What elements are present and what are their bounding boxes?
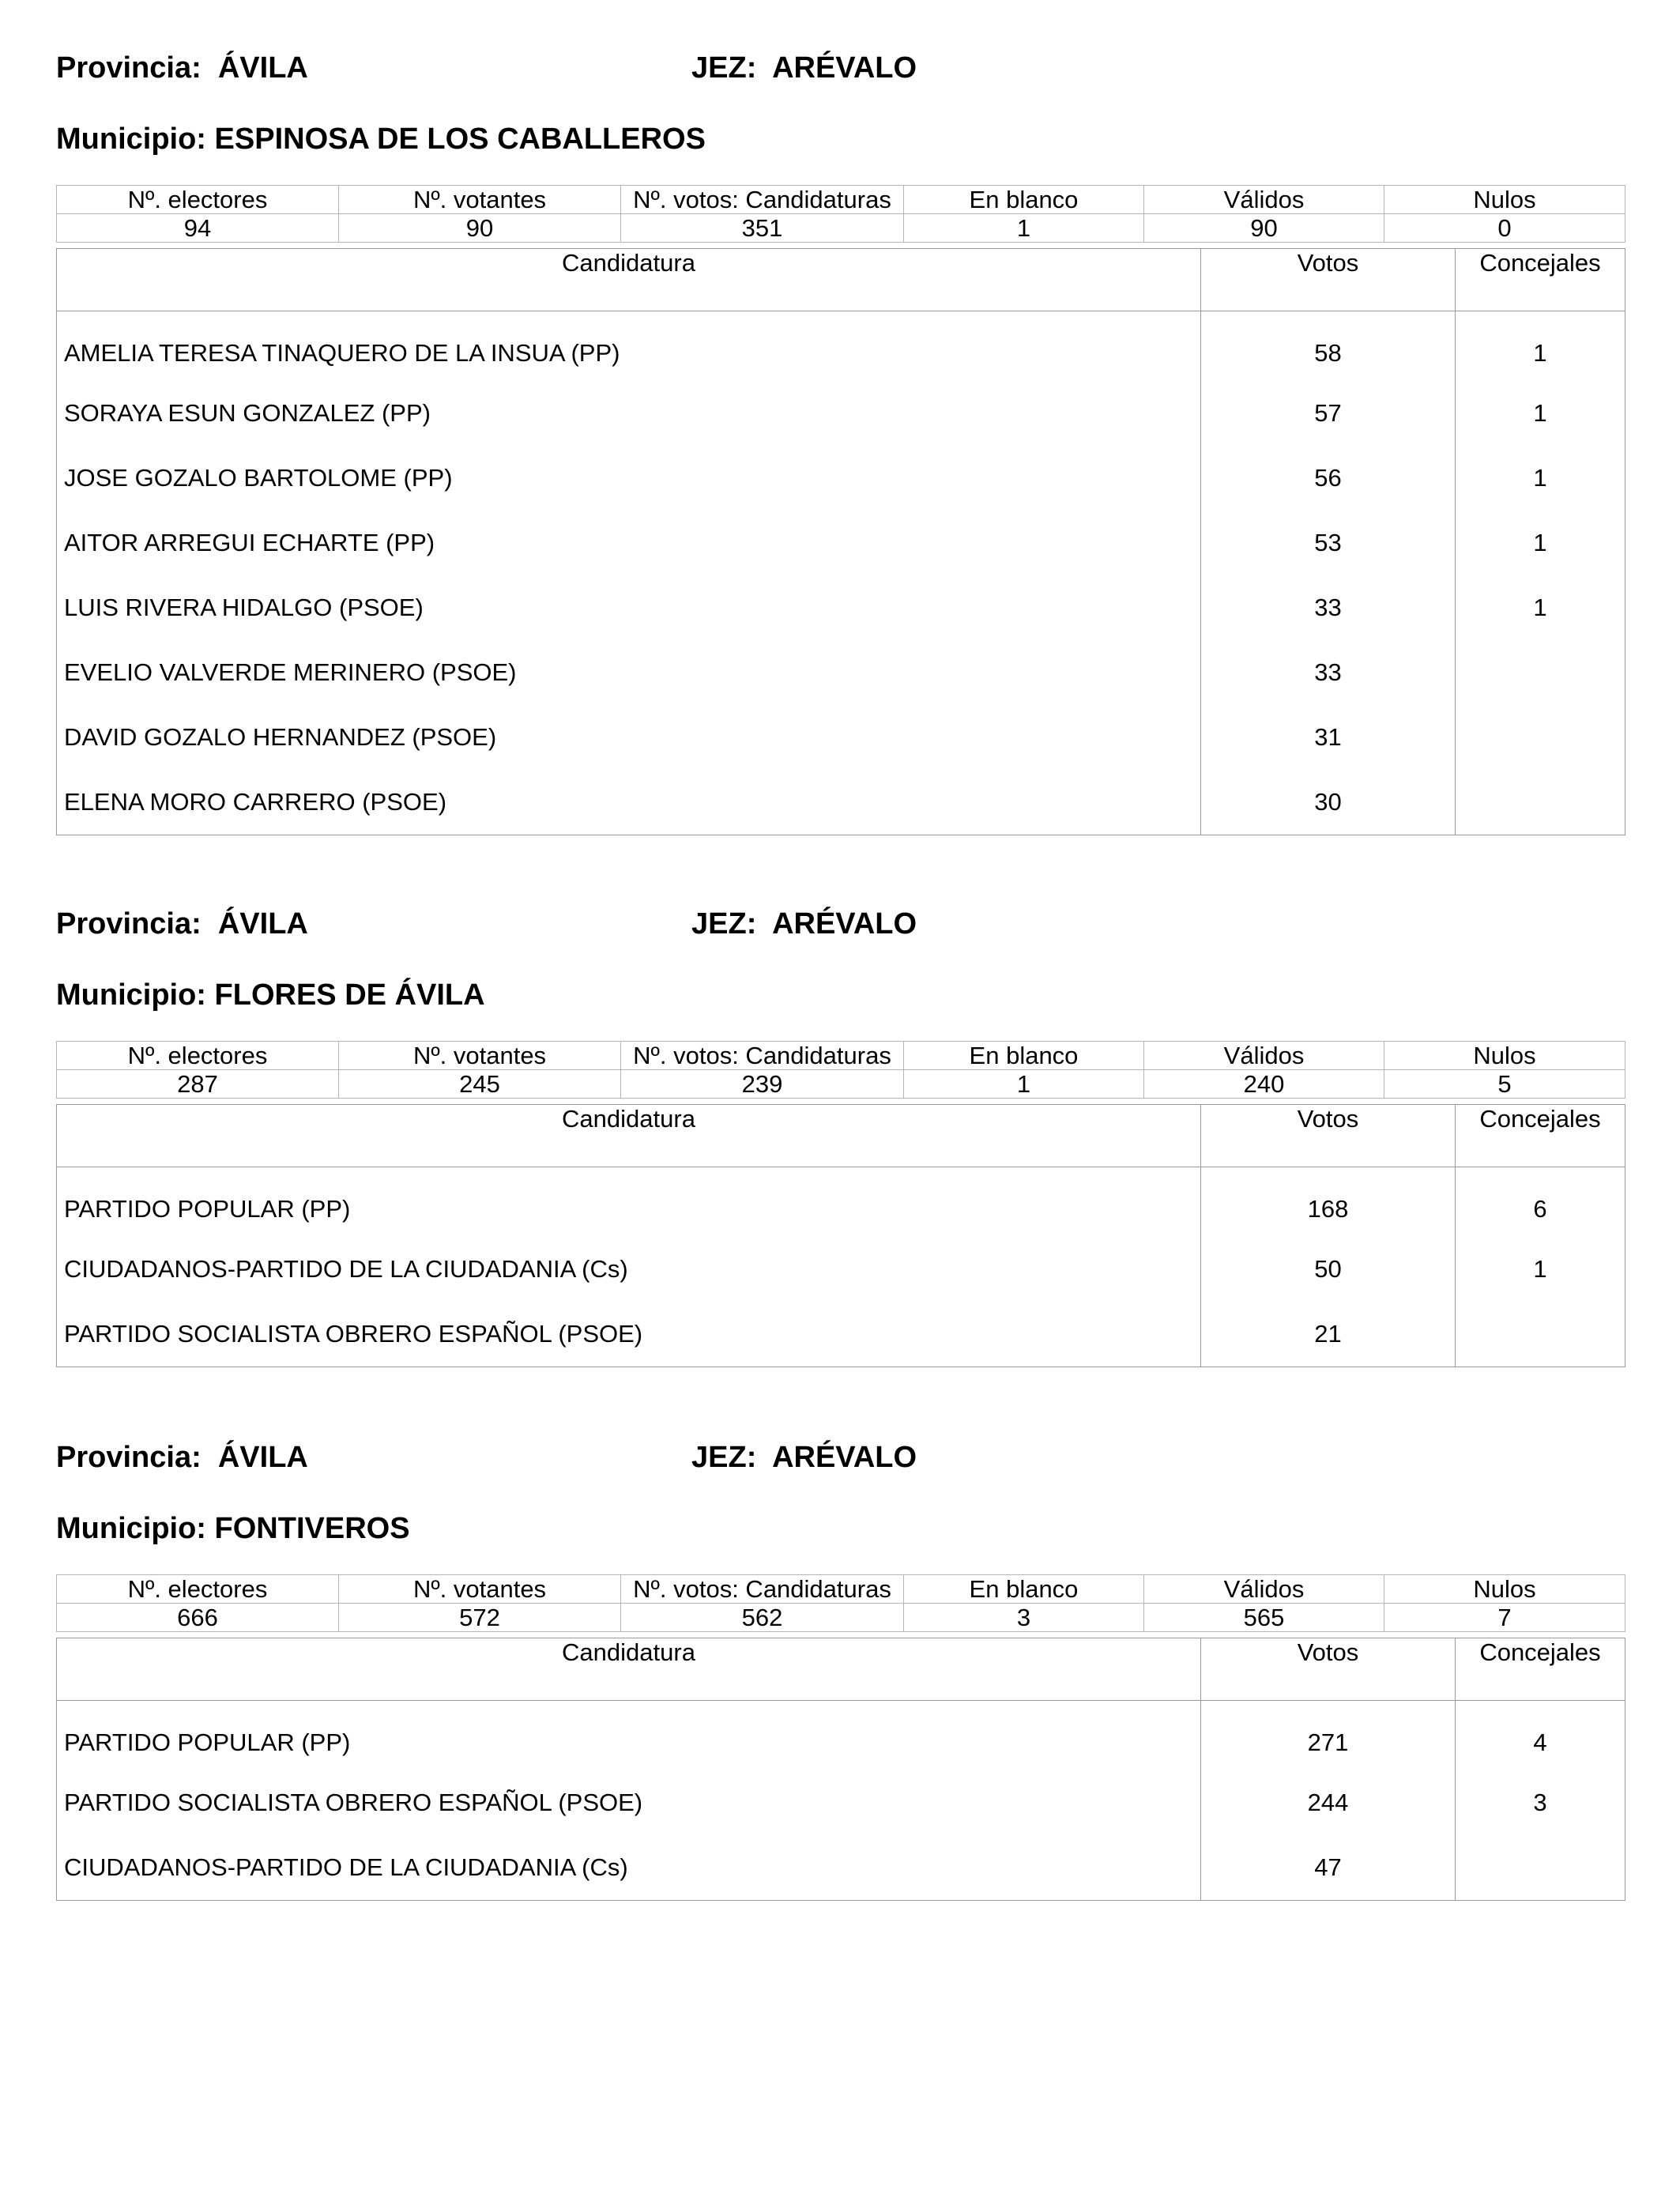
table-row bbox=[57, 575, 1625, 640]
jez-heading: JEZ: ARÉVALO bbox=[691, 1441, 917, 1474]
table-row bbox=[57, 770, 1625, 835]
stat-validos: 565 bbox=[1144, 1604, 1384, 1632]
stat-votantes: 90 bbox=[339, 214, 621, 243]
candidate-votos: 21 bbox=[1201, 1302, 1456, 1367]
municipio-value: FLORES DE ÁVILA bbox=[214, 978, 485, 1012]
candidate-name: AMELIA TERESA TINAQUERO DE LA INSUA (PP) bbox=[57, 311, 1201, 381]
header-votos: Votos bbox=[1201, 1105, 1456, 1167]
candidate-concejales: 1 bbox=[1456, 1237, 1625, 1302]
candidate-name: PARTIDO SOCIALISTA OBRERO ESPAÑOL (PSOE) bbox=[57, 1770, 1201, 1835]
candidate-name: PARTIDO SOCIALISTA OBRERO ESPAÑOL (PSOE) bbox=[57, 1302, 1201, 1367]
stat-header-votantes: Nº. votantes bbox=[339, 1042, 621, 1070]
stat-header-validos: Válidos bbox=[1144, 186, 1384, 214]
provincia-value: ÁVILA bbox=[217, 1441, 308, 1474]
header-votos: Votos bbox=[1201, 249, 1456, 311]
table-row bbox=[57, 1167, 1625, 1237]
stat-nulos: 0 bbox=[1384, 214, 1625, 243]
candidate-concejales: 1 bbox=[1456, 381, 1625, 446]
jez-value: ARÉVALO bbox=[772, 51, 917, 85]
table-row bbox=[57, 311, 1625, 381]
stat-header-nulos: Nulos bbox=[1384, 186, 1625, 214]
candidate-concejales: 1 bbox=[1456, 311, 1625, 381]
candidate-concejales: 6 bbox=[1456, 1167, 1625, 1237]
candidate-name: PARTIDO POPULAR (PP) bbox=[57, 1701, 1201, 1770]
stat-electores: 666 bbox=[57, 1604, 339, 1632]
candidate-concejales bbox=[1456, 1835, 1625, 1901]
table-row bbox=[57, 705, 1625, 770]
stat-header-votantes: Nº. votantes bbox=[339, 186, 621, 214]
jez-value: ARÉVALO bbox=[772, 907, 917, 941]
stat-header-nulos: Nulos bbox=[1384, 1575, 1625, 1604]
table-row bbox=[57, 640, 1625, 705]
stats-table bbox=[56, 1041, 1625, 1099]
candidate-name: PARTIDO POPULAR (PP) bbox=[57, 1167, 1201, 1237]
header-candidatura: Candidatura bbox=[57, 1105, 1201, 1167]
stat-header-votos-candidaturas: Nº. votos: Candidaturas bbox=[621, 1042, 904, 1070]
candidate-votos: 33 bbox=[1201, 640, 1456, 705]
stats-table bbox=[56, 1574, 1625, 1632]
stat-header-validos: Válidos bbox=[1144, 1042, 1384, 1070]
candidate-votos: 53 bbox=[1201, 511, 1456, 575]
candidate-concejales: 1 bbox=[1456, 575, 1625, 640]
provincia-heading: Provincia: ÁVILA bbox=[56, 51, 308, 85]
header-votos: Votos bbox=[1201, 1638, 1456, 1701]
stat-votos-candidaturas: 562 bbox=[621, 1604, 904, 1632]
candidate-votos: 56 bbox=[1201, 446, 1456, 511]
table-row bbox=[57, 381, 1625, 446]
provincia-heading: Provincia: ÁVILA bbox=[56, 1441, 308, 1474]
table-row bbox=[57, 1835, 1625, 1901]
stat-header-nulos: Nulos bbox=[1384, 1042, 1625, 1070]
candidate-name: ELENA MORO CARRERO (PSOE) bbox=[57, 770, 1201, 835]
candidate-votos: 47 bbox=[1201, 1835, 1456, 1901]
stat-en-blanco: 1 bbox=[904, 1070, 1144, 1099]
candidate-concejales bbox=[1456, 640, 1625, 705]
candidate-votos: 168 bbox=[1201, 1167, 1456, 1237]
provincia-heading: Provincia: ÁVILA bbox=[56, 907, 308, 941]
table-row bbox=[57, 1302, 1625, 1367]
candidate-votos: 244 bbox=[1201, 1770, 1456, 1835]
candidate-concejales bbox=[1456, 770, 1625, 835]
stat-header-votos-candidaturas: Nº. votos: Candidaturas bbox=[621, 1575, 904, 1604]
candidate-votos: 58 bbox=[1201, 311, 1456, 381]
candidate-votos: 50 bbox=[1201, 1237, 1456, 1302]
candidate-votos: 33 bbox=[1201, 575, 1456, 640]
table-row bbox=[57, 1237, 1625, 1302]
stat-en-blanco: 3 bbox=[904, 1604, 1144, 1632]
table-row bbox=[57, 1770, 1625, 1835]
municipio-heading: Municipio: FONTIVEROS bbox=[56, 1512, 410, 1545]
stat-electores: 287 bbox=[57, 1070, 339, 1099]
jez-heading: JEZ: ARÉVALO bbox=[691, 907, 917, 941]
candidate-votos: 30 bbox=[1201, 770, 1456, 835]
stat-header-votantes: Nº. votantes bbox=[339, 1575, 621, 1604]
stat-header-electores: Nº. electores bbox=[57, 186, 339, 214]
candidate-votos: 57 bbox=[1201, 381, 1456, 446]
municipio-value: ESPINOSA DE LOS CABALLEROS bbox=[214, 123, 706, 156]
candidate-concejales bbox=[1456, 1302, 1625, 1367]
candidate-name: DAVID GOZALO HERNANDEZ (PSOE) bbox=[57, 705, 1201, 770]
candidate-name: SORAYA ESUN GONZALEZ (PP) bbox=[57, 381, 1201, 446]
stat-en-blanco: 1 bbox=[904, 214, 1144, 243]
candidate-name: AITOR ARREGUI ECHARTE (PP) bbox=[57, 511, 1201, 575]
stat-validos: 90 bbox=[1144, 214, 1384, 243]
jez-heading: JEZ: ARÉVALO bbox=[691, 51, 917, 85]
stat-electores: 94 bbox=[57, 214, 339, 243]
stat-votos-candidaturas: 239 bbox=[621, 1070, 904, 1099]
stat-votantes: 572 bbox=[339, 1604, 621, 1632]
candidate-name: CIUDADANOS-PARTIDO DE LA CIUDADANIA (Cs) bbox=[57, 1237, 1201, 1302]
candidate-concejales bbox=[1456, 705, 1625, 770]
candidate-votos: 271 bbox=[1201, 1701, 1456, 1770]
stat-votos-candidaturas: 351 bbox=[621, 214, 904, 243]
candidate-concejales: 1 bbox=[1456, 446, 1625, 511]
header-concejales: Concejales bbox=[1456, 1638, 1625, 1701]
candidate-name: JOSE GOZALO BARTOLOME (PP) bbox=[57, 446, 1201, 511]
provincia-value: ÁVILA bbox=[217, 907, 308, 941]
candidate-name: LUIS RIVERA HIDALGO (PSOE) bbox=[57, 575, 1201, 640]
stat-nulos: 7 bbox=[1384, 1604, 1625, 1632]
candidate-concejales: 4 bbox=[1456, 1701, 1625, 1770]
stat-header-en-blanco: En blanco bbox=[904, 1575, 1144, 1604]
stat-header-electores: Nº. electores bbox=[57, 1575, 339, 1604]
header-candidatura: Candidatura bbox=[57, 249, 1201, 311]
stat-validos: 240 bbox=[1144, 1070, 1384, 1099]
stat-header-votos-candidaturas: Nº. votos: Candidaturas bbox=[621, 186, 904, 214]
stat-header-en-blanco: En blanco bbox=[904, 1042, 1144, 1070]
table-row bbox=[57, 1701, 1625, 1770]
municipio-value: FONTIVEROS bbox=[214, 1512, 410, 1545]
header-concejales: Concejales bbox=[1456, 249, 1625, 311]
provincia-value: ÁVILA bbox=[217, 51, 308, 85]
municipio-heading: Municipio: ESPINOSA DE LOS CABALLEROS bbox=[56, 123, 706, 156]
stats-table bbox=[56, 185, 1625, 243]
stat-votantes: 245 bbox=[339, 1070, 621, 1099]
table-row bbox=[57, 511, 1625, 575]
results-table bbox=[56, 248, 1625, 835]
jez-value: ARÉVALO bbox=[772, 1441, 917, 1474]
results-table bbox=[56, 1104, 1625, 1367]
stat-nulos: 5 bbox=[1384, 1070, 1625, 1099]
results-table bbox=[56, 1638, 1625, 1901]
stat-header-electores: Nº. electores bbox=[57, 1042, 339, 1070]
stat-header-validos: Válidos bbox=[1144, 1575, 1384, 1604]
candidate-name: CIUDADANOS-PARTIDO DE LA CIUDADANIA (Cs) bbox=[57, 1835, 1201, 1901]
candidate-votos: 31 bbox=[1201, 705, 1456, 770]
table-row bbox=[57, 446, 1625, 511]
municipio-heading: Municipio: FLORES DE ÁVILA bbox=[56, 978, 485, 1012]
stat-header-en-blanco: En blanco bbox=[904, 186, 1144, 214]
candidate-name: EVELIO VALVERDE MERINERO (PSOE) bbox=[57, 640, 1201, 705]
header-concejales: Concejales bbox=[1456, 1105, 1625, 1167]
candidate-concejales: 1 bbox=[1456, 511, 1625, 575]
candidate-concejales: 3 bbox=[1456, 1770, 1625, 1835]
header-candidatura: Candidatura bbox=[57, 1638, 1201, 1701]
